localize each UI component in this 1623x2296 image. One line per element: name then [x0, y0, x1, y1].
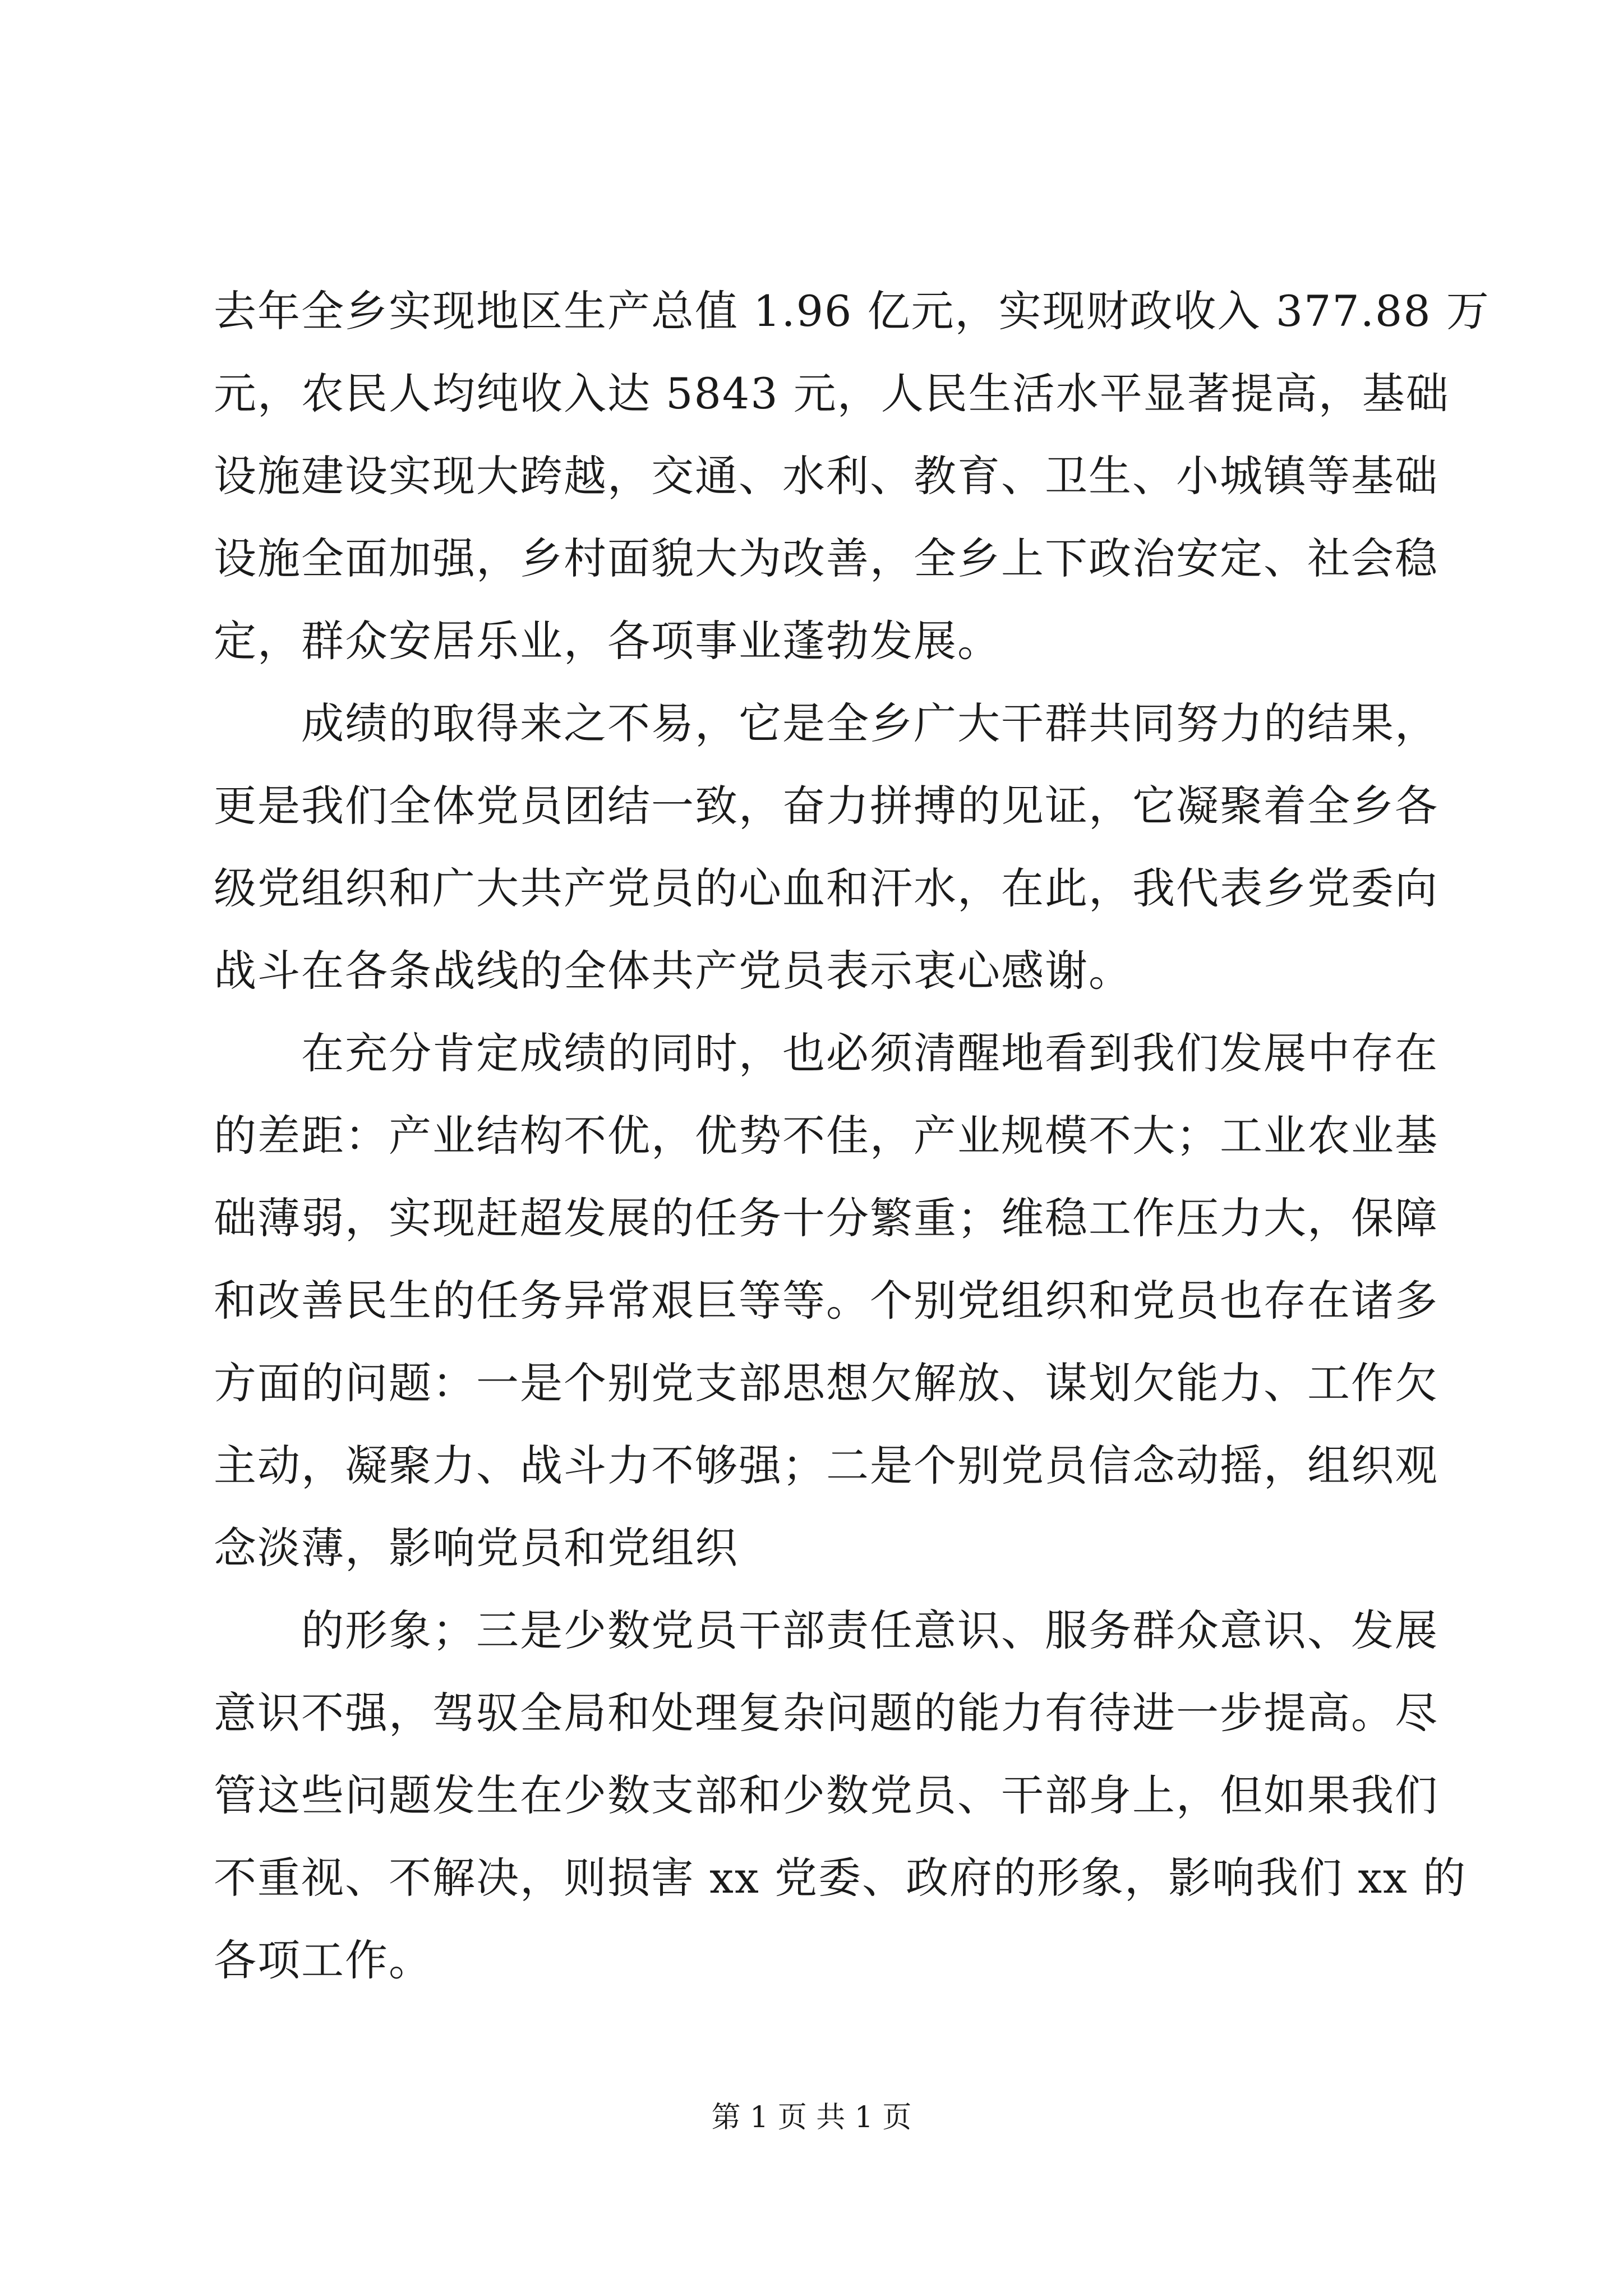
- text-line: 的形象；三是少数党员干部责任意识、服务群众意识、发展: [214, 1605, 1438, 1655]
- text-line: 级党组织和广大共产党员的心血和汗水，在此，我代表乡党委向: [214, 863, 1438, 913]
- text-line: 主动，凝聚力、战斗力不够强；二是个别党员信念动摇，组织观: [214, 1441, 1438, 1490]
- text-line: 各项工作。: [214, 1935, 432, 1985]
- text-line: 意识不强，驾驭全局和处理复杂问题的能力有待进一步提高。尽: [214, 1688, 1438, 1738]
- text-line: 方面的问题：一是个别党支部思想欠解放、谋划欠能力、工作欠: [214, 1358, 1438, 1408]
- text-line: 设施建设实现大跨越，交通、水利、教育、卫生、小城镇等基础: [214, 451, 1438, 501]
- text-line: 去年全乡实现地区生产总值 1.96 亿元，实现财政收入 377.88 万: [214, 286, 1490, 336]
- text-line: 定，群众安居乐业，各项事业蓬勃发展。: [214, 616, 1001, 666]
- text-line: 管这些问题发生在少数支部和少数党员、干部身上，但如果我们: [214, 1770, 1438, 1820]
- text-line: 的差距：产业结构不优，优势不佳，产业规模不大；工业农业基: [214, 1111, 1438, 1161]
- text-line: 战斗在各条战线的全体共产党员表示衷心感谢。: [214, 946, 1132, 996]
- text-line: 更是我们全体党员团结一致，奋力拼搏的见证，它凝聚着全乡各: [214, 781, 1438, 831]
- text-line: 念淡薄，影响党员和党组织: [214, 1523, 739, 1573]
- text-line: 元，农民人均纯收入达 5843 元，人民生活水平显著提高，基础: [214, 369, 1450, 418]
- page-footer: 第 1 页 共 1 页: [711, 2101, 912, 2134]
- text-line: 在充分肯定成绩的同时，也必须清醒地看到我们发展中存在: [214, 1028, 1438, 1078]
- text-line: 础薄弱，实现赶超发展的任务十分繁重；维稳工作压力大，保障: [214, 1193, 1438, 1243]
- text-line: 设施全面加强，乡村面貌大为改善，全乡上下政治安定、社会稳: [214, 533, 1438, 583]
- text-line: 不重视、不解决，则损害 xx 党委、政府的形象，影响我们 xx 的: [214, 1853, 1467, 1903]
- text-line: 和改善民生的任务异常艰巨等等。个别党组织和党员也存在诸多: [214, 1276, 1438, 1326]
- text-line: 成绩的取得来之不易，它是全乡广大干群共同努力的结果，: [214, 698, 1438, 748]
